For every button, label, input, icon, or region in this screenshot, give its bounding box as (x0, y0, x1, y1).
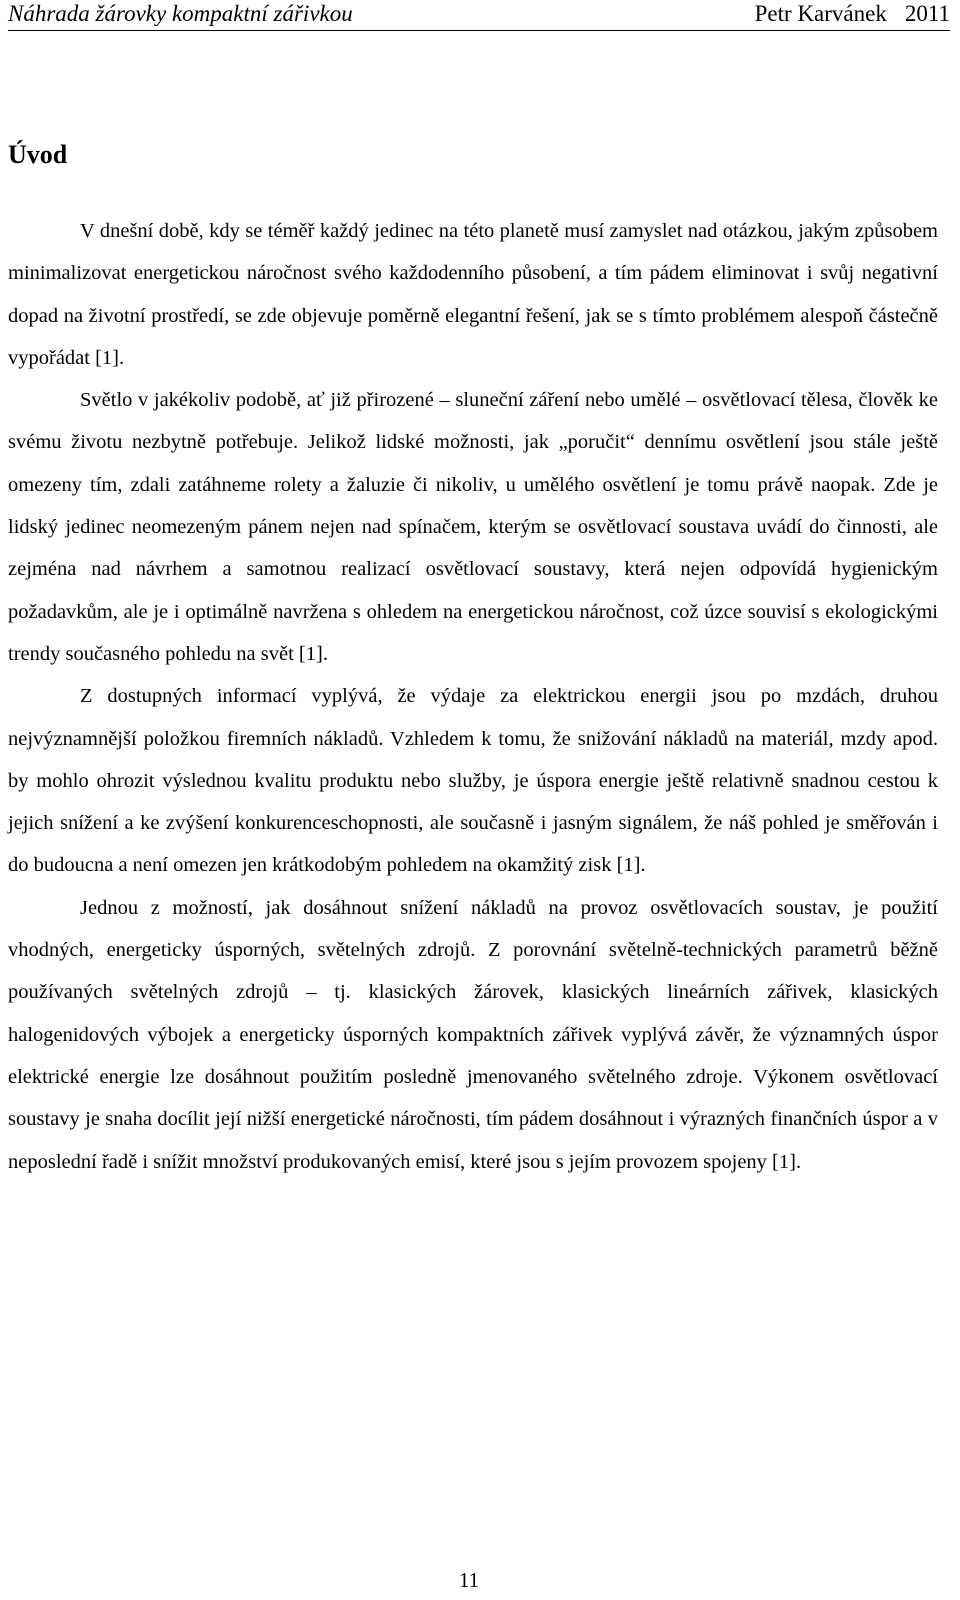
header-meta (755, 1, 950, 27)
paragraph-1: V dnešní době, kdy se téměř každý jedinec na této planetě musí zamyslet nad otázkou, jakým způsobem minimalizovat energetickou náročnost svého každodenního působení, a tím pádem eliminovat i svůj negativní dopad na životní prostředí, se zde objevuje poměrně elegantní řešení, jak se s tímto problémem alespoň částečně vypořádat [1]. (8, 220, 938, 369)
page-header (8, 0, 950, 31)
paragraph-3: Z dostupných informací vyplývá, že výdaje za elektrickou energii jsou po mzdách, druhou nejvýznamnější položkou firemních nákladů. Vzhledem k tomu, že snižování nákladů na materiál, mzdy apod. by mohlo ohrozit výslednou kvalitu produktu nebo služby, je úspora energie ještě relativně snadnou cestou k jejich snížení a ke zvýšení konkurenceschopnosti, ale současně i jasným signálem, že náš pohled je směřován i do budoucna a není omezen jen krátkodobým pohledem na okamžitý zisk [1]. (8, 685, 938, 877)
paragraph-2: Světlo v jakékoliv podobě, ať již přirozené – sluneční záření nebo umělé – osvětlovací tělesa, člověk ke svému životu nezbytně potřebuje. Jelikož lidské možnosti, jak „poručit“ dennímu osvětlení jsou stále ještě omezeny tím, zdali zatáhneme rolety a žaluzie či nikoliv, u umělého osvětlení je tomu právě naopak. Zde je lidský jedinec neomezeným pánem nejen nad spínačem, kterým se osvětlovací soustava uvádí do činnosti, ale zejména nad návrhem a samotnou realizací osvětlovací soustavy, která nejen odpovídá hygienickým požadavkům, ale je i optimálně navržena s ohledem na energetickou náročnost, což úzce souvisí s ekologickými trendy současného pohledu na svět [1]. (8, 389, 938, 665)
section-heading: Úvod (8, 140, 68, 169)
paragraph-4: Jednou z možností, jak dosáhnout snížení nákladů na provoz osvětlovacích soustav, je použití vhodných, energeticky úsporných, světelných zdrojů. Z porovnání světelně-technických parametrů běžně používaných světelných zdrojů – tj. klasických žárovek, klasických lineárních zářivek, klasických halogenidových výbojek a energeticky úsporných kompaktních zářivek vyplývá závěr, že významných úspor elektrické energie lze dosáhnout použitím posledně jmenovaného světelného zdroje. Výkonem osvětlovací soustavy je snaha docílit její nižší energetické náročnosti, tím pádem dosáhnout i výrazných finančních úspor a v neposlední řadě i snížit množství produkovaných emisí, které jsou s jejím provozem spojeny [1]. (8, 896, 938, 1173)
author-name: Petr Karvánek (754, 1, 887, 26)
document-year: 2011 (904, 1, 950, 26)
body-text (8, 210, 938, 1183)
page-number: 11 (458, 1568, 480, 1592)
document-title: Náhrada žárovky kompaktní zářivkou (8, 1, 353, 26)
